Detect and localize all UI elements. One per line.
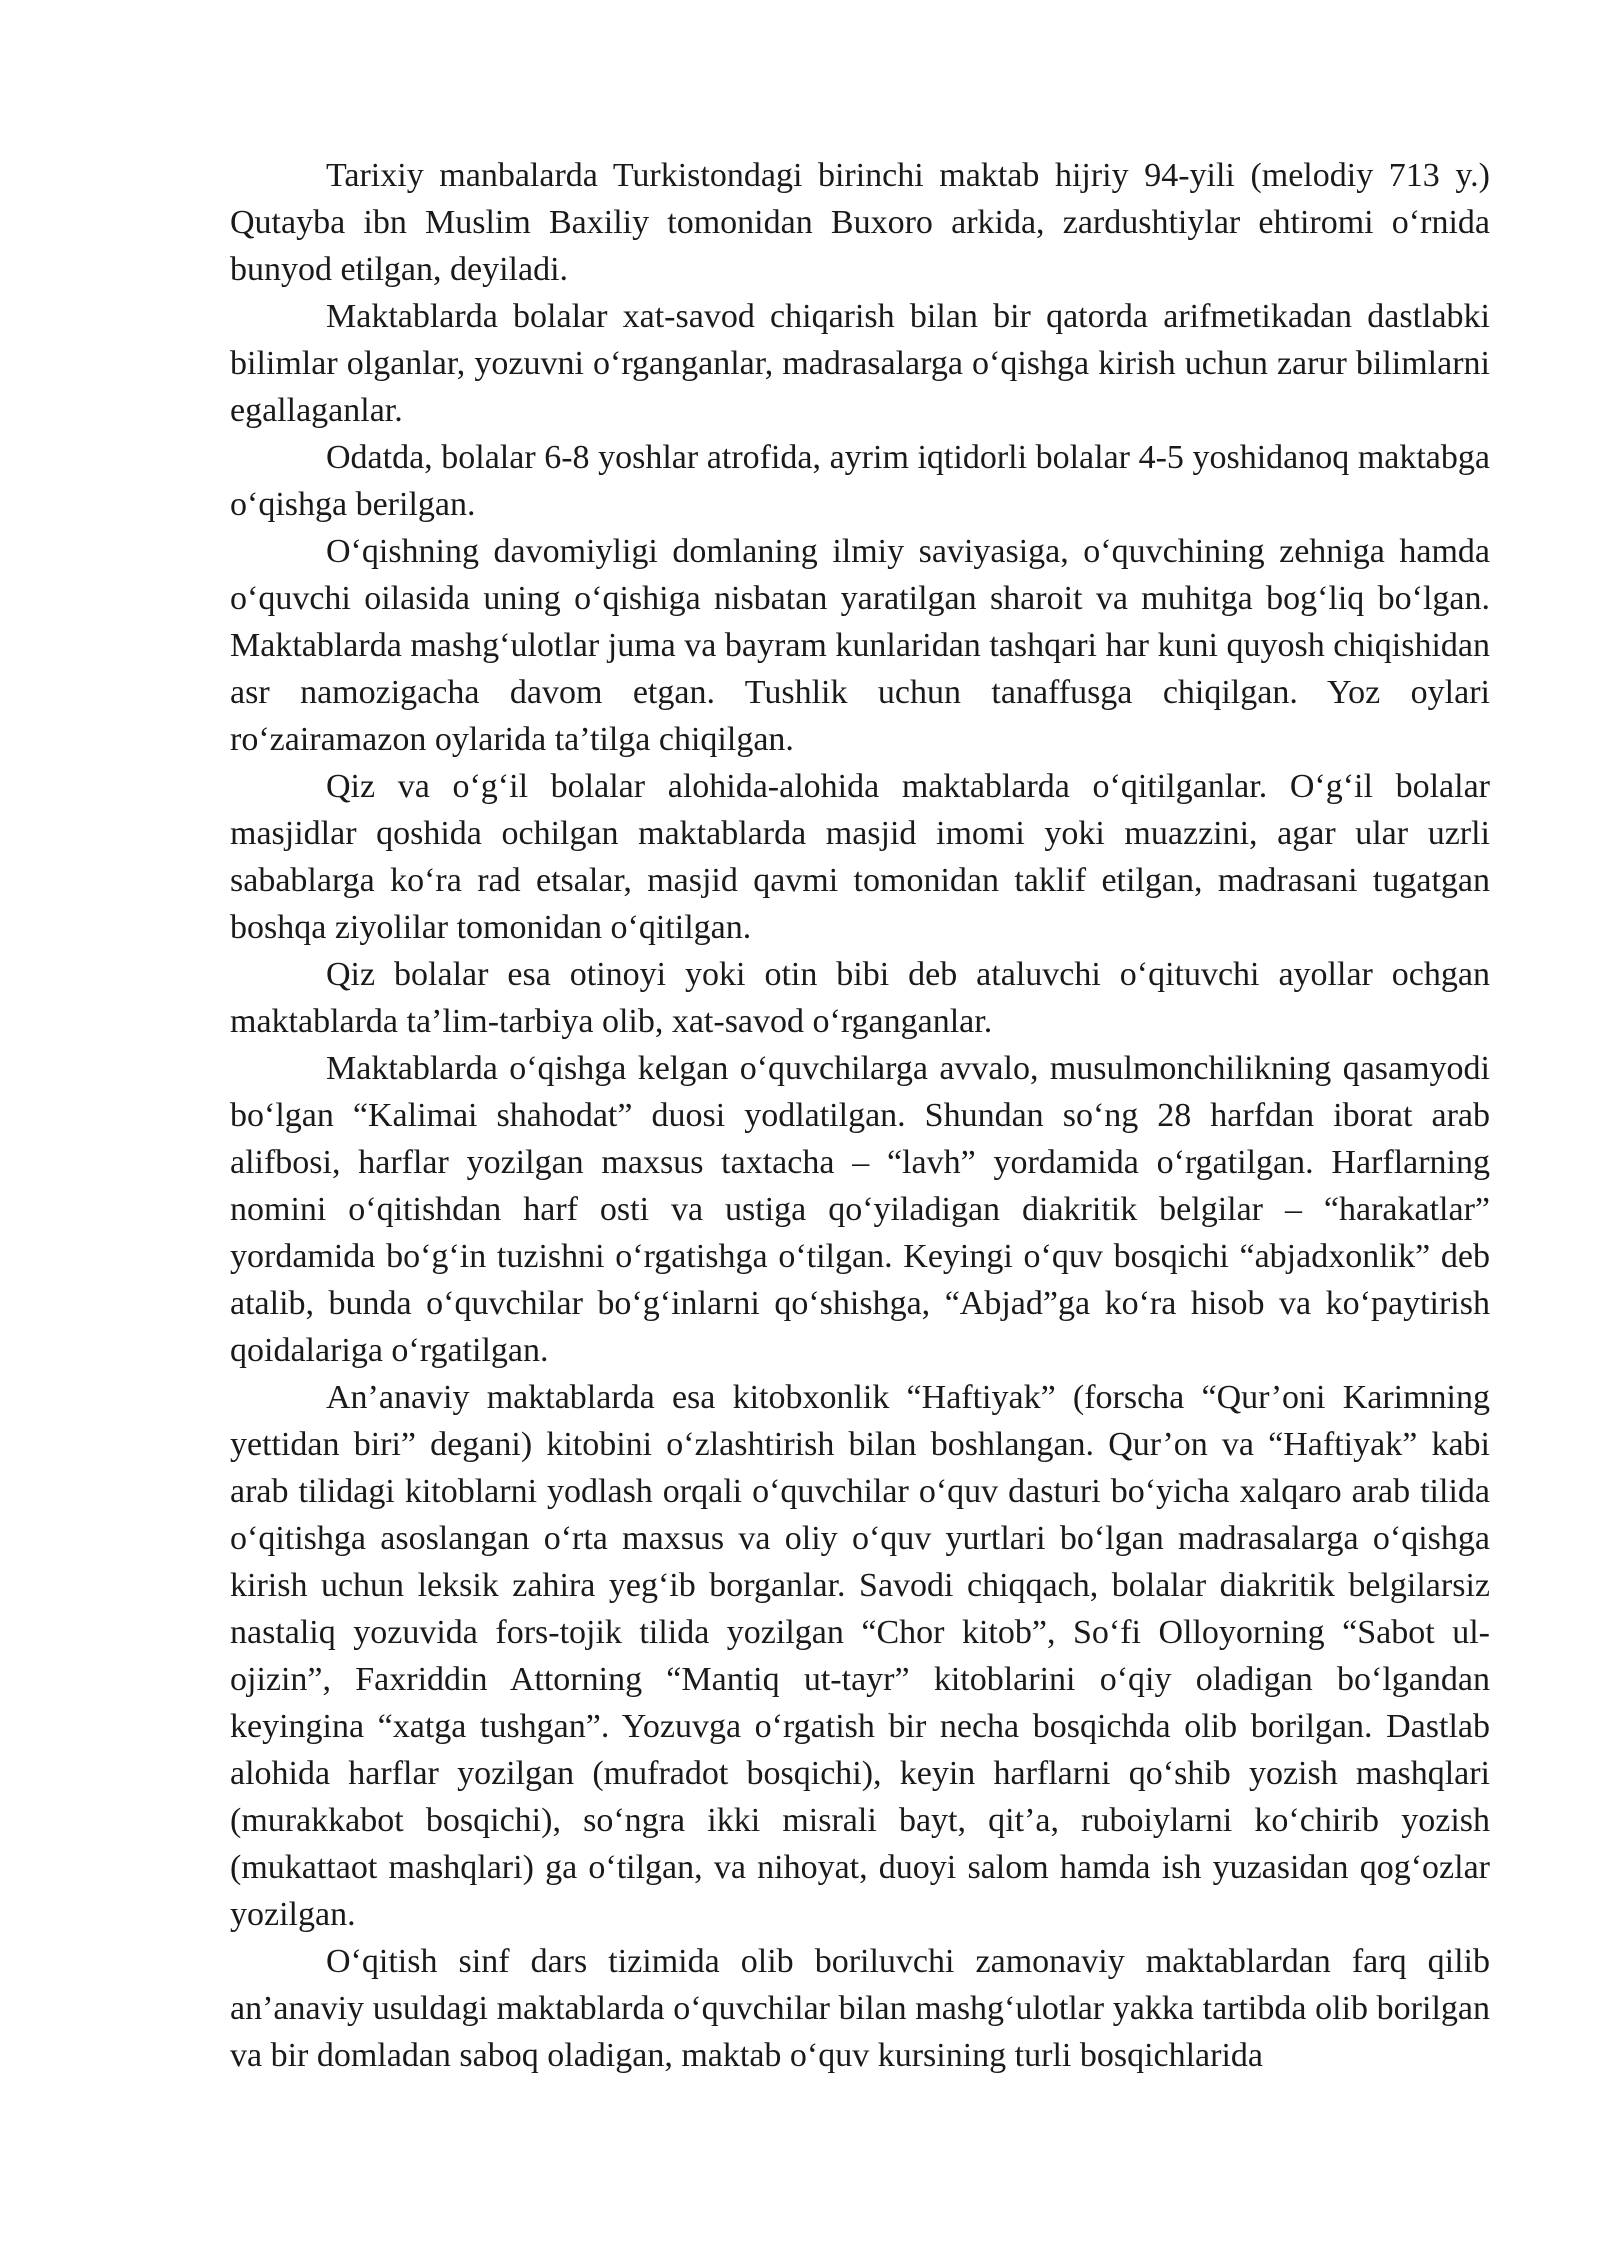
paragraph-first-lessons: Maktablarda o‘qishga kelgan o‘quvchilarga avvalo, musulmonchilikning qasamyodi bo‘lgan “Kalimai shahodat” duosi yodlatilgan. Shundan so‘ng 28 harfdan iborat arab alifbosi, harflar yozilgan maxsus taxtacha – “lavh” yordamida o‘rgatilgan. Harflarning nomini o‘qitishdan harf osti va ustiga qo‘yiladigan diakritik belgilar – “harakatlar” yordamida bo‘g‘in tuzishni o‘rgatishga o‘tilgan. Keyingi o‘quv bosqichi “abjadxonlik” deb atalib, bunda o‘quvchilar bo‘g‘inlarni qo‘shishga, “Abjad”ga ko‘ra hisob va ko‘paytirish qoidalariga o‘rgatilgan. (230, 1050, 1490, 1369)
paragraph-individual-teaching: O‘qitish sinf dars tizimida olib boriluvchi zamonaviy maktablardan farq qilib an’anaviy usuldagi maktablarda o‘quvchilar bilan mashg‘ulotlar yakka tartibda olib borilgan va bir domladan saboq oladigan, maktab o‘quv kursining turli bosqichlarida (230, 1943, 1490, 2074)
paragraph-girls-schools: Qiz bolalar esa otinoyi yoki otin bibi deb ataluvchi o‘qituvchi ayollar ochgan maktablarda ta’lim-tarbiya olib, xat-savod o‘rganganlar. (230, 956, 1490, 1040)
paragraph-separate-schools: Qiz va o‘g‘il bolalar alohida-alohida maktablarda o‘qitilganlar. O‘g‘il bolalar masjidlar qoshida ochilgan maktablarda masjid imomi yoki muazzini, agar ular uzrli sabablarga ko‘ra rad etsalar, masjid qavmi tomonidan taklif etilgan, madrasani tugatgan boshqa ziyolilar tomonidan o‘qitilgan. (230, 768, 1490, 946)
paragraph-school-age: Odatda, bolalar 6-8 yoshlar atrofida, ayrim iqtidorli bolalar 4-5 yoshidanoq maktabga o‘qishga berilgan. (230, 439, 1490, 523)
paragraph-school-curriculum: Maktablarda bolalar xat-savod chiqarish bilan bir qatorda arifmetikadan dastlabki bilimlar olganlar, yozuvni o‘rganganlar, madrasalarga o‘qishga kirish uchun zarur bilimlarni egallaganlar. (230, 298, 1490, 429)
paragraph-first-school: Tarixiy manbalarda Turkistondagi birinchi maktab hijriy 94-yili (melodiy 713 y.) Qutayba ibn Muslim Baxiliy tomonidan Buxoro arkida, zardushtiylar ehtiromi o‘rnida bunyod etilgan, deyiladi. (230, 157, 1490, 288)
document-page (230, 152, 1490, 2079)
paragraph-study-duration: O‘qishning davomiyligi domlaning ilmiy saviyasiga, o‘quvchining zehniga hamda o‘quvchi oilasida uning o‘qishiga nisbatan yaratilgan sharoit va muhitga bog‘liq bo‘lgan. Maktablarda mashg‘ulotlar juma va bayram kunlaridan tashqari har kuni quyosh chiqishidan asr namozigacha davom etgan. Tushlik uchun tanaffusga chiqilgan. Yoz oylari ro‘zairamazon oylarida ta’tilga chiqilgan. (230, 533, 1490, 758)
paragraph-traditional-reading: An’anaviy maktablarda esa kitobxonlik “Haftiyak” (forscha “Qur’oni Karimning yettidan biri” degani) kitobini o‘zlashtirish bilan boshlangan. Qur’on va “Haftiyak” kabi arab tilidagi kitoblarni yodlash orqali o‘quvchilar o‘quv dasturi bo‘yicha xalqaro arab tilida o‘qitishga asoslangan o‘rta maxsus va oliy o‘quv yurtlari bo‘lgan madrasalarga o‘qishga kirish uchun leksik zahira yeg‘ib borganlar. Savodi chiqqach, bolalar diakritik belgilarsiz nastaliq yozuvida fors-tojik tilida yozilgan “Chor kitob”, So‘fi Olloyorning “Sabot ul-ojizin”, Faxriddin Attorning “Mantiq ut-tayr” kitoblarini o‘qiy oladigan bo‘lgandan keyingina “xatga tushgan”. Yozuvga o‘rgatish bir necha bosqichda olib borilgan. Dastlab alohida harflar yozilgan (mufradot bosqichi), keyin harflarni qo‘shib yozish mashqlari (murakkabot bosqichi), so‘ngra ikki misrali bayt, qit’a, ruboiylarni ko‘chirib yozish (mukattaot mashqlari) ga o‘tilgan, va nihoyat, duoyi salom hamda ish yuzasidan qog‘ozlar yozilgan. (230, 1379, 1490, 1933)
